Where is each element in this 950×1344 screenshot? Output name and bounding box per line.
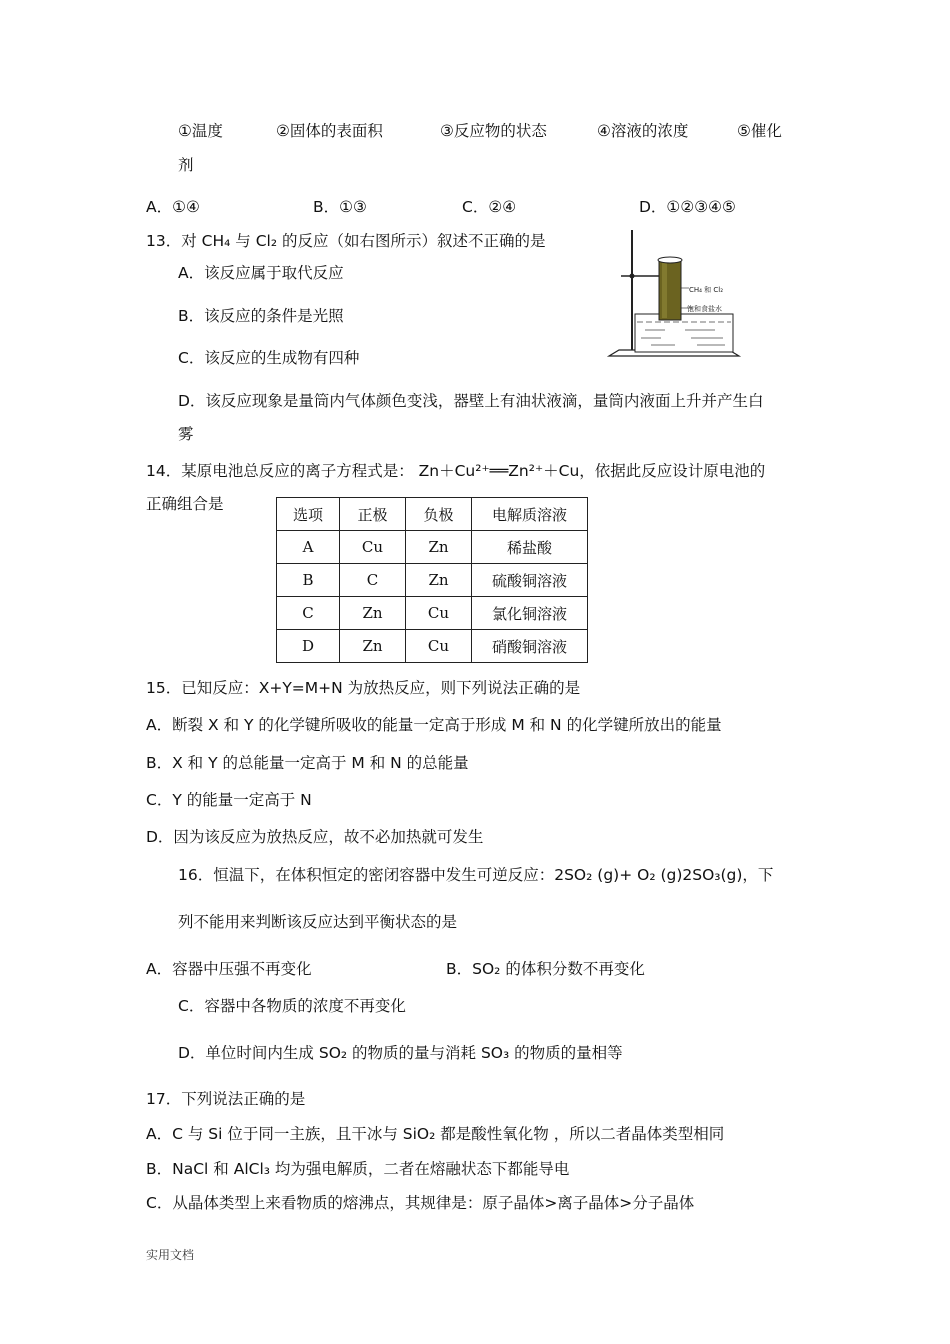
figure-label-gas: CH₄ 和 Cl₂ — [689, 286, 724, 294]
table-cell: B — [277, 564, 340, 597]
q16-stem-cont: 列不能用来判断该反应达到平衡状态的是 — [178, 913, 458, 931]
table-cell: Zn — [406, 531, 472, 564]
q15-option-a: A．断裂 X 和 Y 的化学键所吸收的能量一定高于形成 M 和 N 的化学键所放出的能量 — [146, 716, 722, 734]
table-cell: A — [277, 531, 340, 564]
figure-label-brine: 饱和食盐水 — [687, 305, 722, 313]
table-cell: Cu — [406, 597, 472, 630]
q13-option-b: B．该反应的条件是光照 — [178, 307, 344, 325]
table-header: 负极 — [406, 498, 472, 531]
table-row — [277, 564, 588, 597]
q13-stem: 13．对 CH₄ 与 Cl₂ 的反应（如右图所示）叙述不正确的是 — [146, 232, 546, 250]
q14-options-table — [276, 497, 588, 663]
table-cell: 硫酸铜溶液 — [472, 564, 588, 597]
table-header: 选项 — [277, 498, 340, 531]
q15-option-c: C．Y 的能量一定高于 N — [146, 791, 312, 809]
q16-option-a: A．容器中压强不再变化 — [146, 960, 312, 978]
q12-option-2: ②固体的表面积 — [276, 122, 383, 140]
q16-option-d: D．单位时间内生成 SO₂ 的物质的量与消耗 SO₃ 的物质的量相等 — [178, 1044, 623, 1062]
q14-stem-cont: 正确组合是 — [146, 495, 224, 513]
table-row — [277, 630, 588, 663]
q16-stem: 16．恒温下，在体积恒定的密闭容器中发生可逆反应：2SO₂ (g)+ O₂ (g)2SO₃(g)，下 — [178, 866, 774, 884]
methane-chlorine-apparatus-figure — [605, 226, 745, 364]
q12-answer-b: B．①③ — [313, 198, 367, 216]
q12-answer-d: D．①②③④⑤ — [639, 198, 736, 216]
table-cell: D — [277, 630, 340, 663]
table-cell: C — [277, 597, 340, 630]
table-row — [277, 531, 588, 564]
q15-stem: 15．已知反应：X+Y=M+N 为放热反应，则下列说法正确的是 — [146, 679, 581, 697]
table-cell: 稀盐酸 — [472, 531, 588, 564]
q16-option-c: C．容器中各物质的浓度不再变化 — [178, 997, 406, 1015]
table-cell: Zn — [406, 564, 472, 597]
q16-option-b: B．SO₂ 的体积分数不再变化 — [446, 960, 645, 978]
q12-option-4: ④溶液的浓度 — [597, 122, 689, 140]
q12-option-5-cont: 剂 — [178, 156, 194, 174]
q13-option-c: C．该反应的生成物有四种 — [178, 349, 360, 367]
q13-option-d: D．该反应现象是量筒内气体颜色变浅，器壁上有油状液滴，量筒内液面上升并产生白 — [178, 392, 764, 410]
q12-option-5: ⑤催化 — [737, 122, 782, 140]
table-cell: C — [340, 564, 406, 597]
q17-option-a: A．C 与 Si 位于同一主族，且干冰与 SiO₂ 都是酸性氧化物 ，所以二者晶体类型相同 — [146, 1125, 725, 1143]
q12-option-3: ③反应物的状态 — [440, 122, 547, 140]
table-cell: Zn — [340, 630, 406, 663]
q17-option-c: C．从晶体类型上来看物质的熔沸点，其规律是：原子晶体>离子晶体>分子晶体 — [146, 1194, 695, 1212]
q13-option-a: A．该反应属于取代反应 — [178, 264, 344, 282]
table-row — [277, 597, 588, 630]
table-cell: Cu — [406, 630, 472, 663]
page-footer: 实用文档 — [146, 1248, 195, 1262]
table-cell: 硝酸铜溶液 — [472, 630, 588, 663]
q13-option-d-cont: 雾 — [178, 425, 194, 443]
q17-option-b: B．NaCl 和 AlCl₃ 均为强电解质，二者在熔融状态下都能导电 — [146, 1160, 570, 1178]
table-cell: 氯化铜溶液 — [472, 597, 588, 630]
q12-option-1: ①温度 — [178, 122, 223, 140]
table-header: 正极 — [340, 498, 406, 531]
q17-stem: 17．下列说法正确的是 — [146, 1090, 306, 1108]
table-cell: Cu — [340, 531, 406, 564]
q12-answer-a: A．①④ — [146, 198, 200, 216]
q15-option-d: D．因为该反应为放热反应，故不必加热就可发生 — [146, 828, 484, 846]
q12-answer-c: C．②④ — [462, 198, 517, 216]
q14-stem: 14．某原电池总反应的离子方程式是： Zn＋Cu²⁺══Zn²⁺＋Cu，依据此反应设计原电池的 — [146, 462, 766, 480]
q15-option-b: B．X 和 Y 的总能量一定高于 M 和 N 的总能量 — [146, 754, 469, 772]
table-header: 电解质溶液 — [472, 498, 588, 531]
table-cell: Zn — [340, 597, 406, 630]
table-header-row — [277, 498, 588, 531]
